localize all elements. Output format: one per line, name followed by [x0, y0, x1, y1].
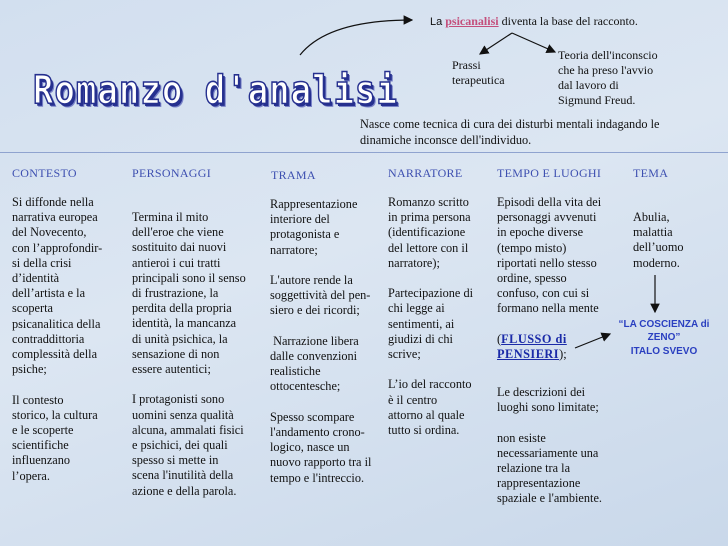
- text-line: tutto si ordina.: [388, 423, 460, 438]
- divider: [0, 152, 728, 153]
- text-line: ottocentesche;: [270, 379, 341, 394]
- text-line: dell’uomo: [633, 240, 684, 255]
- text-line: e psichici, dei quali: [132, 438, 228, 453]
- text-line: tempo e l'intreccio.: [270, 470, 365, 485]
- psicanalisi-sentence: [430, 14, 638, 30]
- text-line: nuovo rapporto tra il: [270, 455, 372, 470]
- text-line: alcuna, ammalati fisici: [132, 422, 244, 437]
- text-line: L'autore rende la: [270, 273, 353, 287]
- text-line: del Novecento,: [12, 225, 87, 240]
- text-line: relazione tra la: [497, 461, 571, 476]
- text-line: narrativa europea: [12, 210, 98, 225]
- text-line: luoghi sono limitate;: [497, 400, 599, 415]
- text-line: uomini senza qualità: [132, 407, 234, 422]
- text-line: giudizi di chi: [388, 331, 453, 346]
- text-line: necessariamente una: [497, 445, 599, 460]
- text-line: Episodi della vita dei: [497, 195, 602, 209]
- text-line: ordine, spesso: [497, 271, 567, 286]
- text-line: psiche;: [12, 362, 47, 377]
- text-line: [270, 395, 388, 410]
- header-trama: TRAMA: [271, 168, 316, 182]
- text-line: interiore del: [270, 212, 330, 227]
- text-line: in prima persona: [388, 210, 471, 225]
- zeno-title-line-1: “LA COSCIENZA di: [618, 319, 710, 330]
- header-personaggi: PERSONAGGI: [132, 166, 212, 180]
- text-line: soggettività del pen-: [270, 288, 371, 303]
- text-line: [12, 377, 127, 392]
- text-line: essere autentici;: [132, 362, 211, 377]
- text-line: psicanalitica della: [12, 316, 101, 331]
- text-line: scena l'inutilità della: [132, 468, 234, 483]
- text-line: [497, 415, 627, 430]
- text-line: riportati nello stesso: [497, 255, 597, 270]
- text-line: di unità psichica, la: [132, 331, 228, 346]
- nasce-line-2: dinamiche inconsce dell'individuo.: [360, 133, 532, 147]
- paren-close: );: [559, 346, 567, 361]
- text-line: narratore;: [270, 242, 318, 257]
- text-line: realistiche: [270, 364, 321, 379]
- text-line: I protagonisti sono: [132, 392, 225, 407]
- text-line: spesso si mette in: [132, 453, 219, 468]
- text-line: Partecipazione di: [388, 286, 474, 301]
- text-line: (tempo misto): [497, 240, 567, 255]
- text-line: d’identità: [12, 271, 60, 286]
- la-label: La: [430, 16, 443, 28]
- text-line: scoperta: [12, 301, 53, 316]
- text-line: narratore);: [388, 255, 440, 270]
- header-contesto: CONTESTO: [12, 166, 77, 180]
- text-line: identità, la mancanza: [132, 316, 237, 331]
- prassi-label: [452, 58, 505, 88]
- text-line: [270, 319, 388, 334]
- text-line: malattia: [633, 225, 673, 240]
- text-line: protagonista e: [270, 227, 340, 242]
- psicanalisi-link[interactable]: psicanalisi: [445, 14, 499, 28]
- teoria-line: Sigmund Freud.: [558, 93, 636, 107]
- text-line: l’opera.: [12, 468, 50, 483]
- page-title: Romanzo d'analisi: [33, 68, 398, 114]
- header-tempo: TEMPO E LUOGHI: [497, 166, 602, 180]
- text-line: [132, 377, 270, 392]
- text-line: sentimenti, ai: [388, 316, 455, 331]
- text-line: logico, nasce un: [270, 440, 350, 455]
- prassi-line-2: terapeutica: [452, 73, 505, 87]
- text-line: formano nella mente: [497, 301, 599, 316]
- text-line: Le descrizioni dei: [497, 385, 586, 400]
- column-narratore: [388, 195, 496, 438]
- teoria-label: [558, 48, 658, 108]
- column-personaggi: [132, 210, 270, 499]
- text-line: azione e della parola.: [132, 483, 237, 498]
- text-line: dell'eroe che viene: [132, 225, 224, 240]
- text-line: perdita della propria: [132, 301, 232, 316]
- text-line: Si diffonde nella: [12, 195, 94, 209]
- text-line: confuso, con cui si: [497, 286, 590, 301]
- text-line: influenzano: [12, 453, 71, 468]
- text-line: e le scoperte: [12, 423, 74, 438]
- text-line: complessità della: [12, 347, 98, 362]
- text-line: rappresentazione: [497, 476, 581, 491]
- text-line: scrive;: [388, 347, 421, 362]
- text-line: dalle convenzioni: [270, 349, 358, 363]
- text-line: personaggi avvenuti: [497, 210, 597, 225]
- column-contesto: [12, 195, 127, 484]
- text-line: di frustrazione, la: [132, 286, 219, 301]
- text-line: non esiste: [497, 430, 546, 445]
- text-line: Spesso scompare: [270, 409, 355, 424]
- text-line: sostituito dai nuovi: [132, 240, 227, 255]
- text-line: attorno al quale: [388, 407, 465, 422]
- nasce-text: [360, 116, 659, 148]
- nasce-line-1: Nasce come tecnica di cura dei disturbi mentali indagando le: [360, 117, 660, 131]
- prassi-line-1: Prassi: [452, 58, 481, 72]
- column-tema: [633, 210, 723, 271]
- arrow-to-teoria: [512, 33, 555, 52]
- text-line: [270, 258, 388, 273]
- text-line: (identificazione: [388, 225, 466, 240]
- text-line: [388, 362, 496, 377]
- teoria-line: dal lavoro di: [558, 78, 619, 92]
- flusso-link[interactable]: FLUSSO di: [501, 331, 567, 346]
- text-line: contraddittoria: [12, 331, 85, 346]
- text-line: moderno.: [633, 255, 680, 270]
- zeno-reference[interactable]: [608, 318, 720, 358]
- text-line: dell’artista e la: [12, 286, 86, 301]
- text-line: Abulia,: [633, 210, 670, 224]
- text-line: siero e dei ricordi;: [270, 303, 360, 318]
- teoria-line: Teoria dell'inconscio: [558, 48, 658, 62]
- text-line: Rappresentazione: [270, 197, 358, 211]
- pensieri-link[interactable]: PENSIERI: [497, 346, 560, 361]
- text-line: spaziale e l'ambiente.: [497, 491, 602, 506]
- text-line: Termina il mito: [132, 210, 209, 224]
- text-line: Romanzo scritto: [388, 195, 469, 209]
- text-line: storico, la cultura: [12, 407, 98, 422]
- text-line: è il centro: [388, 392, 438, 407]
- text-line: l'andamento crono-: [270, 425, 365, 439]
- text-line: con l’approfondir-: [12, 240, 103, 255]
- column-trama: [270, 197, 388, 486]
- psicanalisi-rest: diventa la base del racconto.: [501, 14, 638, 28]
- text-line: del lettore con il: [388, 240, 469, 255]
- text-line: si della crisi: [12, 255, 72, 270]
- zeno-title-line-2: ZENO”: [647, 332, 681, 343]
- text-line: antieroi i cui tratti: [132, 255, 221, 270]
- text-line: [388, 271, 496, 286]
- text-line: principali sono il senso: [132, 270, 246, 285]
- paren-open: (: [497, 331, 502, 346]
- text-line: Il contesto: [12, 392, 64, 407]
- text-line: in epoche diverse: [497, 225, 584, 240]
- arrow-to-prassi: [480, 33, 512, 54]
- text-line: scientifiche: [12, 438, 69, 453]
- text-line: L’io del racconto: [388, 377, 472, 392]
- text-line: Narrazione libera: [270, 333, 359, 348]
- text-line: chi legge ai: [388, 301, 445, 316]
- header-narratore: NARRATORE: [388, 166, 463, 180]
- arrow-title-to-psicanalisi: [300, 20, 412, 55]
- teoria-line: che ha preso l'avvio: [558, 63, 654, 77]
- zeno-author: ITALO SVEVO: [630, 346, 698, 357]
- text-line: sensazione di non: [132, 346, 220, 361]
- header-tema: TEMA: [633, 166, 669, 180]
